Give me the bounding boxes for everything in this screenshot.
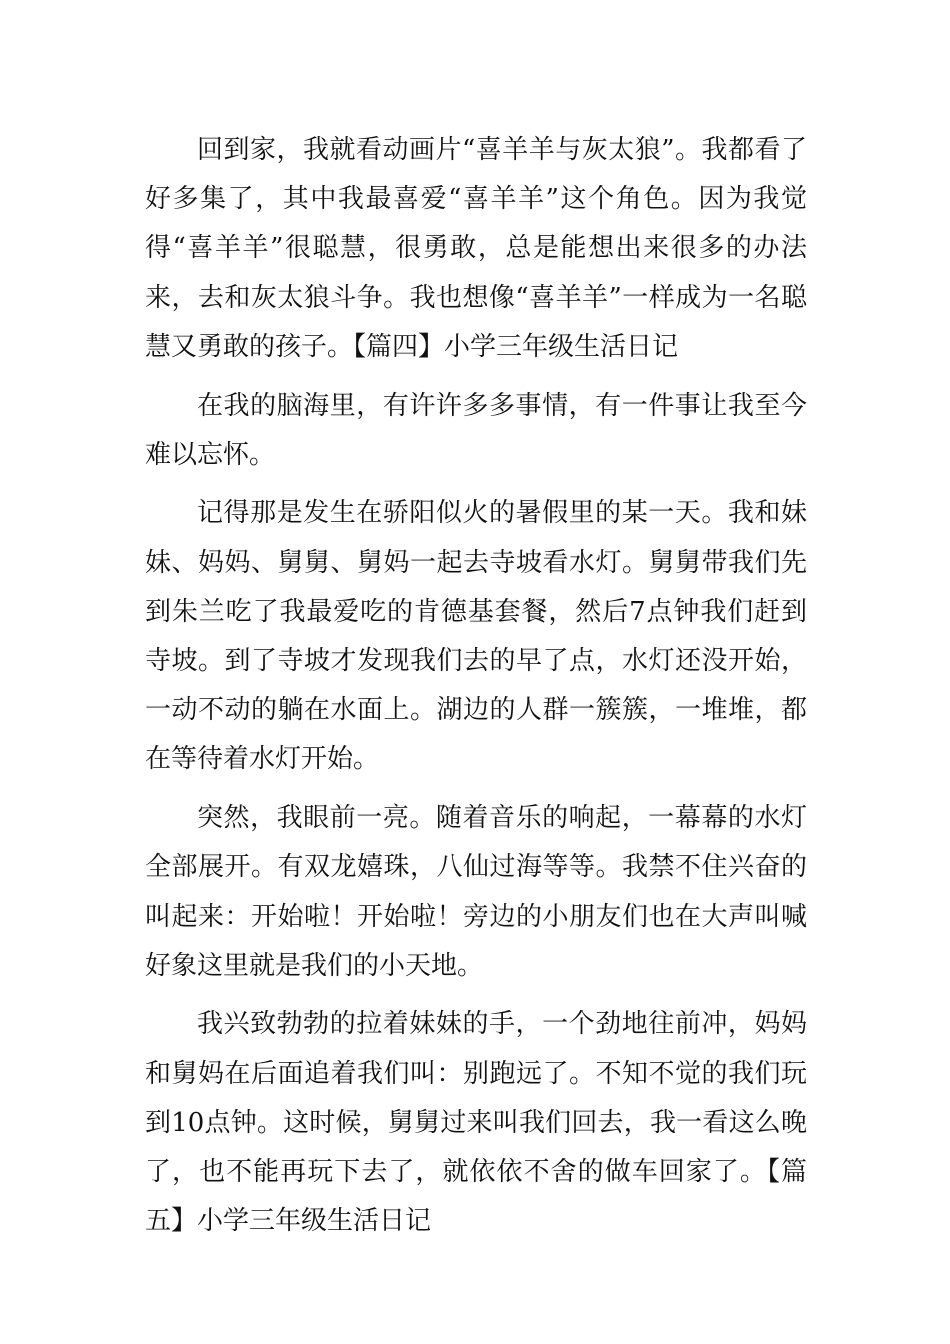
paragraph: 在我的脑海里，有许许多多事情，有一件事让我至今难以忘怀。 xyxy=(145,390,807,470)
paragraph: 我兴致勃勃的拉着妹妹的手，一个劲地往前冲，妈妈和舅妈在后面追着我们叫：别跑远了。不知不觉的我们玩到10点钟。这时候，舅舅过来叫我们回去，我一看这么晚了，也不能再玩下去了，就依依不舍的做车回家了。【篇五】小学三年级生活日记 xyxy=(145,1009,807,1237)
paragraph: 回到家，我就看动画片“喜羊羊与灰太狼”。我都看了好多集了，其中我最喜爱“喜羊羊”这个角色。因为我觉得“喜羊羊”很聪慧，很勇敢，总是能想出来很多的办法来，去和灰太狼斗争。我也想像“喜羊羊”一样成为一名聪慧又勇敢的孩子。【篇四】小学三年级生活日记 xyxy=(145,135,807,362)
paragraph: 记得那是发生在骄阳似火的暑假里的某一天。我和妹妹、妈妈、舅舅、舅妈一起去寺坡看水灯。舅舅带我们先到朱兰吃了我最爱吃的肯德基套餐，然后7点钟我们赶到寺坡。到了寺坡才发现我们去的早了点，水灯还没开始，一动不动的躺在水面上。湖边的人群一簇簇，一堆堆，都在等待着水灯开始。 xyxy=(145,498,807,775)
paragraph: 突然，我眼前一亮。随着音乐的响起，一幕幕的水灯全部展开。有双龙嬉珠，八仙过海等等。我禁不住兴奋的叫起来：开始啦！开始啦！旁边的小朋友们也在大声叫喊好象这里就是我们的小天地。 xyxy=(145,803,807,981)
document-page xyxy=(145,126,807,1256)
